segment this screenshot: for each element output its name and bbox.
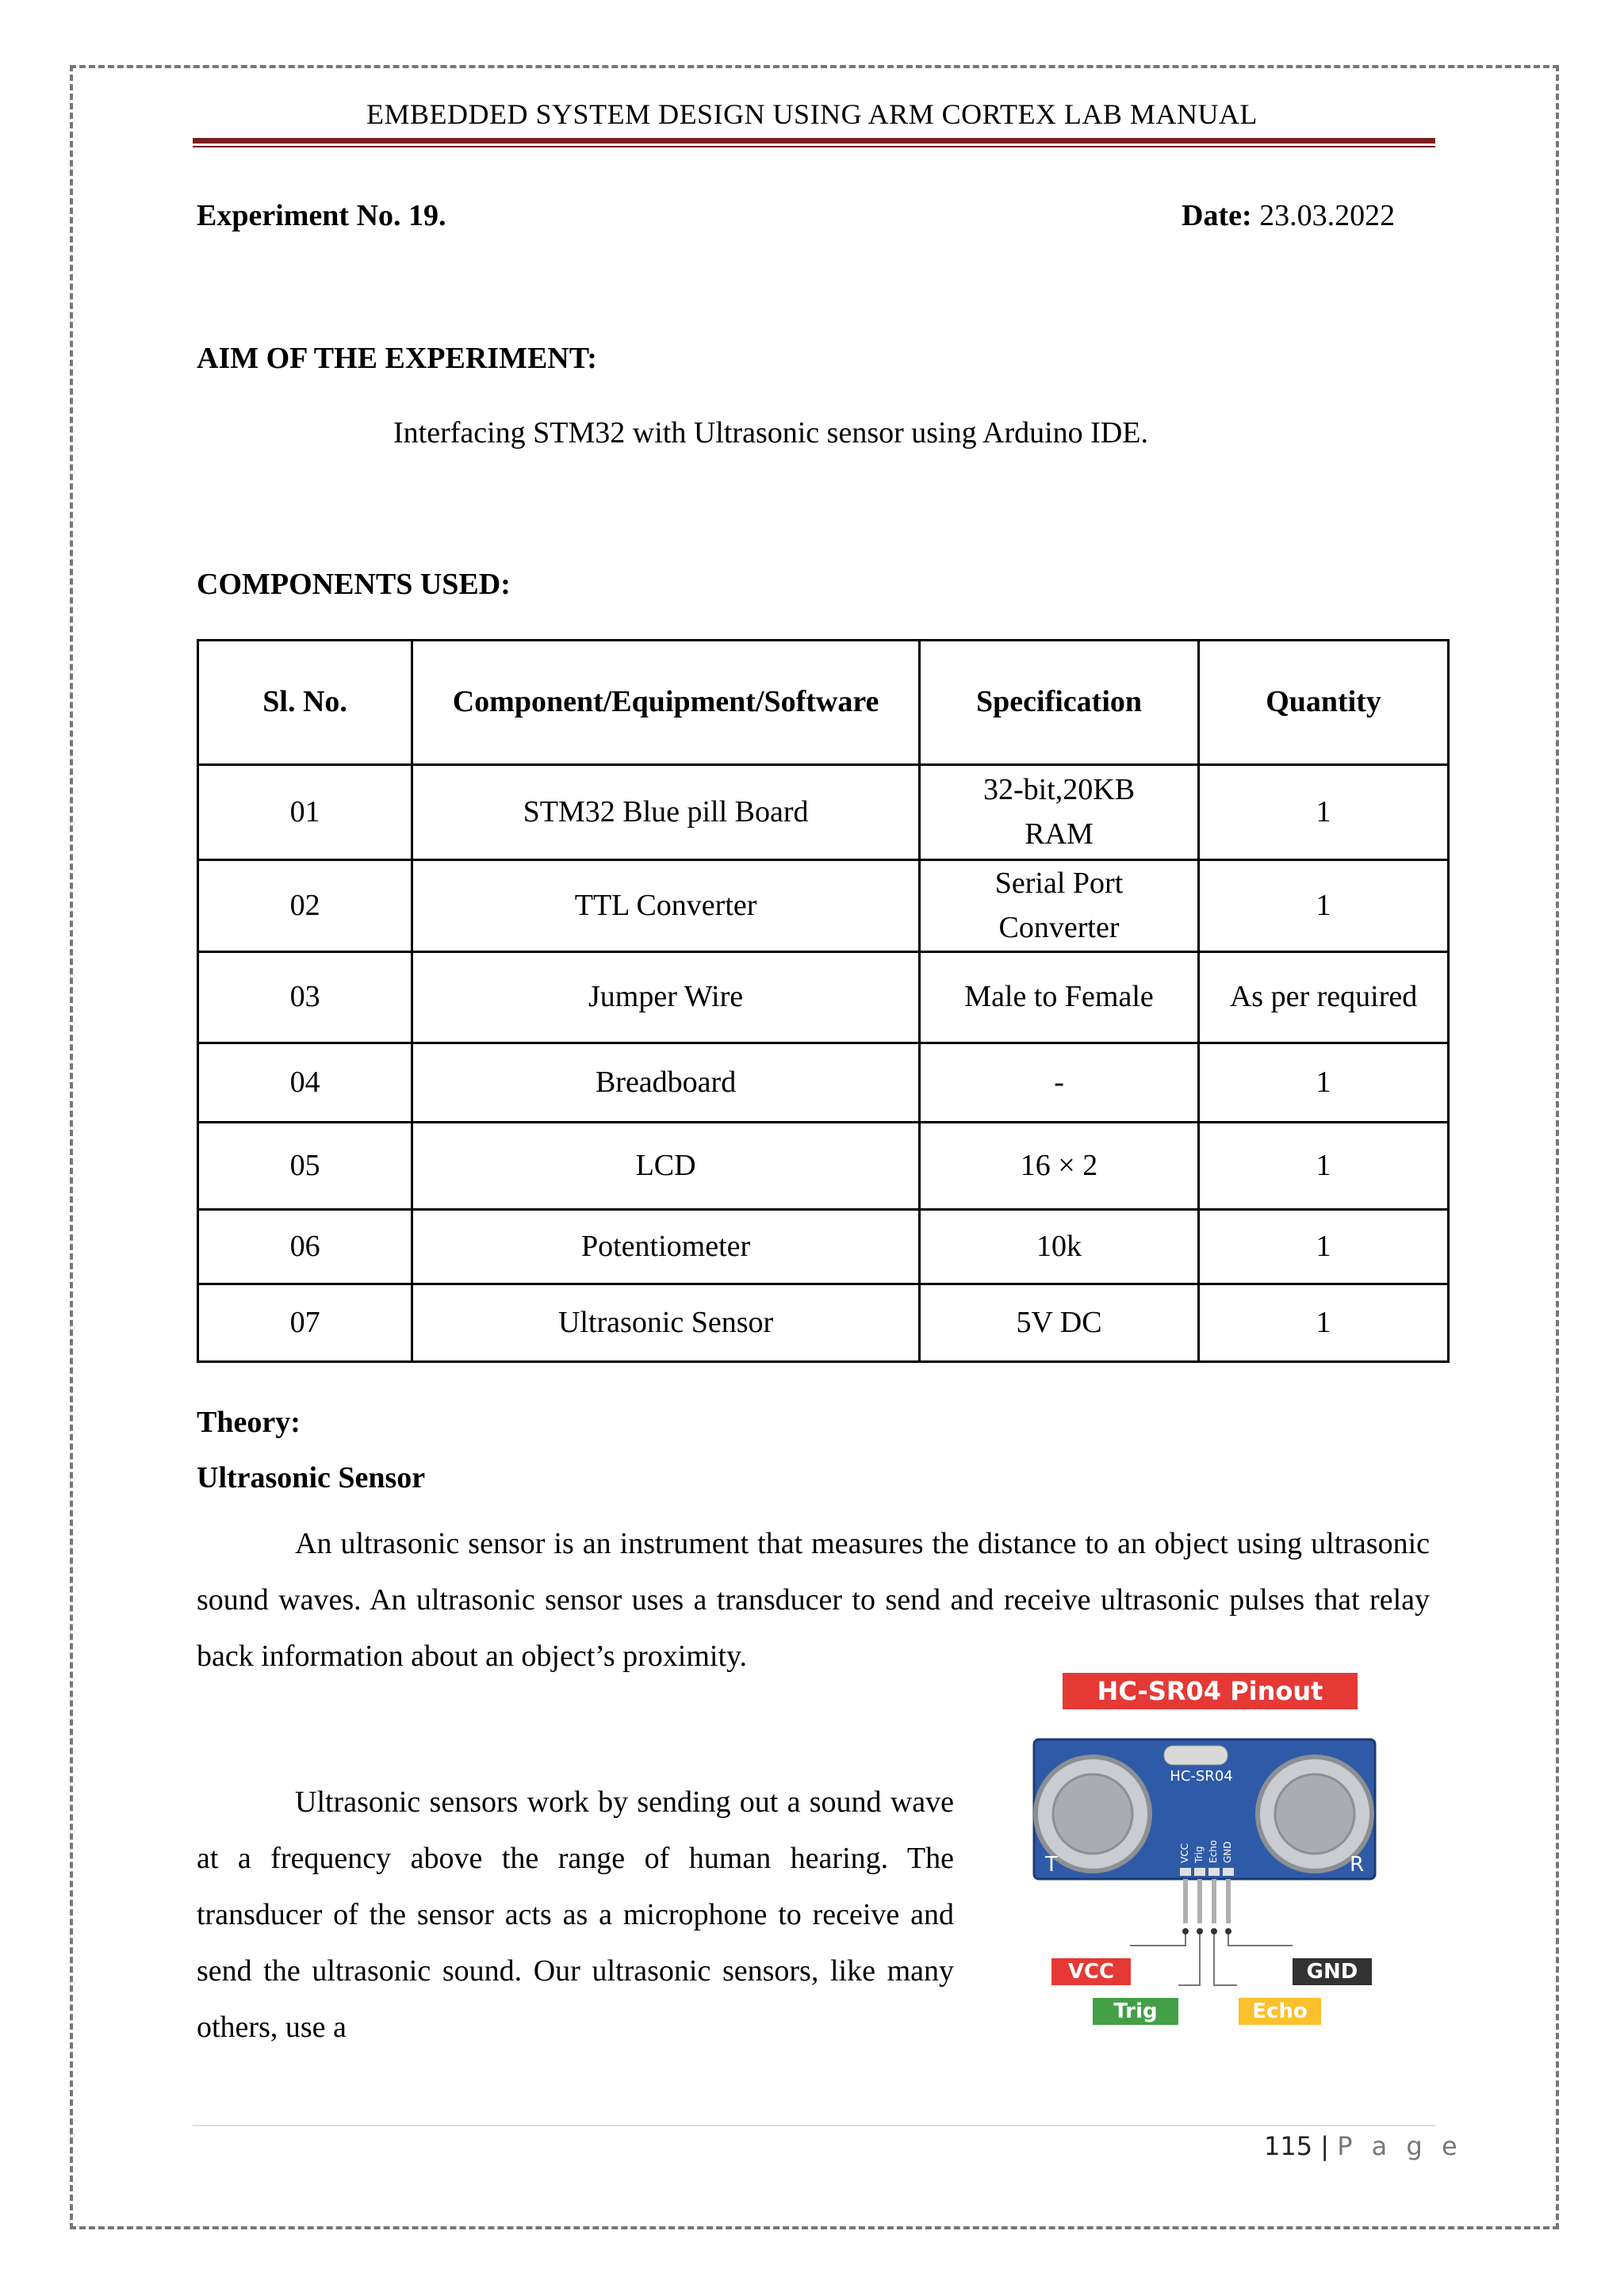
column-header: Component/Equipment/Software: [412, 641, 920, 765]
table-cell: Potentiometer: [412, 1210, 920, 1284]
date-value: 23.03.2022: [1259, 199, 1396, 232]
pin: [1197, 1879, 1202, 1923]
gnd-leader: [1228, 1934, 1293, 1946]
table-row: [198, 1123, 1449, 1210]
aim-heading: AIM OF THE EXPERIMENT:: [197, 342, 597, 375]
pin-silk-vcc: VCC: [1179, 1843, 1190, 1863]
pin-dot: [1211, 1928, 1217, 1934]
experiment-date: [1182, 198, 1395, 233]
header-rule-thin: [193, 146, 1435, 147]
table-cell: 1: [1199, 860, 1449, 952]
components-heading: COMPONENTS USED:: [197, 568, 511, 601]
pin-pad: [1208, 1868, 1220, 1876]
page-separator: |: [1320, 2131, 1330, 2161]
pin: [1183, 1879, 1188, 1923]
pin-pad: [1223, 1868, 1234, 1876]
header-rule: [193, 138, 1435, 144]
vcc-label: VCC: [1051, 1958, 1131, 1985]
table-cell: 02: [198, 860, 412, 952]
table-cell: 06: [198, 1210, 412, 1284]
vcc-leader: [1130, 1934, 1185, 1946]
paragraph-1-text: An ultrasonic sensor is an instrument that measures the distance to an object using ultrasonic sound waves. An ultrasonic sensor uses a transducer to send and receive ultrasonic pulses that relay back information about an object’s proximity.: [197, 1527, 1430, 1673]
pin: [1226, 1879, 1231, 1923]
receiver-mark: R: [1350, 1853, 1365, 1877]
table-cell: 1: [1199, 1043, 1449, 1123]
theory-paragraph-2: Ultrasonic sensors work by sending out a sound wave at a frequency above the range of human hearing. The transducer of the sensor acts as a microphone to receive and send the ultrasonic sound. Our ultrasonic sensors, like many others, use a: [197, 1785, 954, 2044]
echo-leader: [1214, 1934, 1237, 1985]
table-cell: LCD: [412, 1123, 920, 1210]
table-cell: 16 × 2: [919, 1123, 1198, 1210]
theory-paragraph-1: [197, 1516, 1430, 1685]
footer-rule: [193, 2125, 1435, 2126]
transmitter-mesh: [1053, 1774, 1132, 1854]
table-row: [198, 952, 1449, 1043]
header-title: EMBEDDED SYSTEM DESIGN USING ARM CORTEX LAB MANUAL: [366, 98, 1258, 130]
page-footer: [1264, 2131, 1463, 2161]
page-label: P a g e: [1337, 2131, 1463, 2161]
column-header: Specification: [919, 641, 1198, 765]
pin-silk-trig: Trig: [1193, 1846, 1205, 1863]
theory-heading: Theory:: [197, 1406, 301, 1439]
crystal-oscillator: [1164, 1746, 1228, 1765]
table-cell: 07: [198, 1284, 412, 1362]
table-cell: STM32 Blue pill Board: [412, 765, 920, 860]
pin-pad: [1194, 1868, 1205, 1876]
table-cell: 1: [1199, 1123, 1449, 1210]
table-cell: 1: [1199, 765, 1449, 860]
receiver-mesh: [1275, 1774, 1354, 1854]
hc-sr04-pinout-figure: [1031, 1665, 1404, 2038]
table-row: [198, 765, 1449, 860]
page-number: 115: [1264, 2131, 1313, 2161]
experiment-number: Experiment No. 19.: [197, 199, 446, 232]
pin-pad: [1180, 1868, 1191, 1876]
trig-leader: [1178, 1934, 1200, 1985]
ultrasonic-sensor-heading: Ultrasonic Sensor: [197, 1461, 426, 1494]
echo-label: Echo: [1239, 1998, 1321, 2025]
table-cell: 10k: [919, 1210, 1198, 1284]
table-row: [198, 1210, 1449, 1284]
table-row: [198, 860, 1449, 952]
date-label: Date:: [1182, 199, 1252, 232]
table-cell: 32-bit,20KB RAM: [919, 765, 1198, 860]
table-cell: As per required: [1199, 952, 1449, 1043]
table-cell: Breadboard: [412, 1043, 920, 1123]
table-cell: 01: [198, 765, 412, 860]
gnd-label: GND: [1293, 1958, 1372, 1985]
pin-silk-gnd: GND: [1222, 1841, 1233, 1863]
table-cell: 04: [198, 1043, 412, 1123]
table-cell: TTL Converter: [412, 860, 920, 952]
pin-silk-echo: Echo: [1208, 1839, 1219, 1863]
pin-dot: [1197, 1928, 1203, 1934]
table-cell: Serial Port Converter: [919, 860, 1198, 952]
pin-dot: [1182, 1928, 1189, 1934]
table-row: [198, 1043, 1449, 1123]
table-cell: 1: [1199, 1284, 1449, 1362]
table-row: [198, 1284, 1449, 1362]
table-cell: Jumper Wire: [412, 952, 920, 1043]
table-cell: 05: [198, 1123, 412, 1210]
aim-text: Interfacing STM32 with Ultrasonic sensor using Arduino IDE.: [393, 416, 1148, 450]
figure-title: HC-SR04 Pinout: [1063, 1673, 1358, 1709]
table-cell: 5V DC: [919, 1284, 1198, 1362]
trig-label: Trig: [1093, 1998, 1178, 2025]
components-table: [197, 639, 1450, 1363]
pin-dot: [1225, 1928, 1231, 1934]
pin: [1212, 1879, 1216, 1923]
table-cell: 03: [198, 952, 412, 1043]
board-label: HC-SR04: [1170, 1768, 1233, 1785]
table-cell: 1: [1199, 1210, 1449, 1284]
column-header: Quantity: [1199, 641, 1449, 765]
table-cell: Male to Female: [919, 952, 1198, 1043]
table-cell: -: [919, 1043, 1198, 1123]
transmitter-mark: T: [1045, 1853, 1058, 1877]
column-header: Sl. No.: [198, 641, 412, 765]
table-cell: Ultrasonic Sensor: [412, 1284, 920, 1362]
table-header-row: [198, 641, 1449, 765]
